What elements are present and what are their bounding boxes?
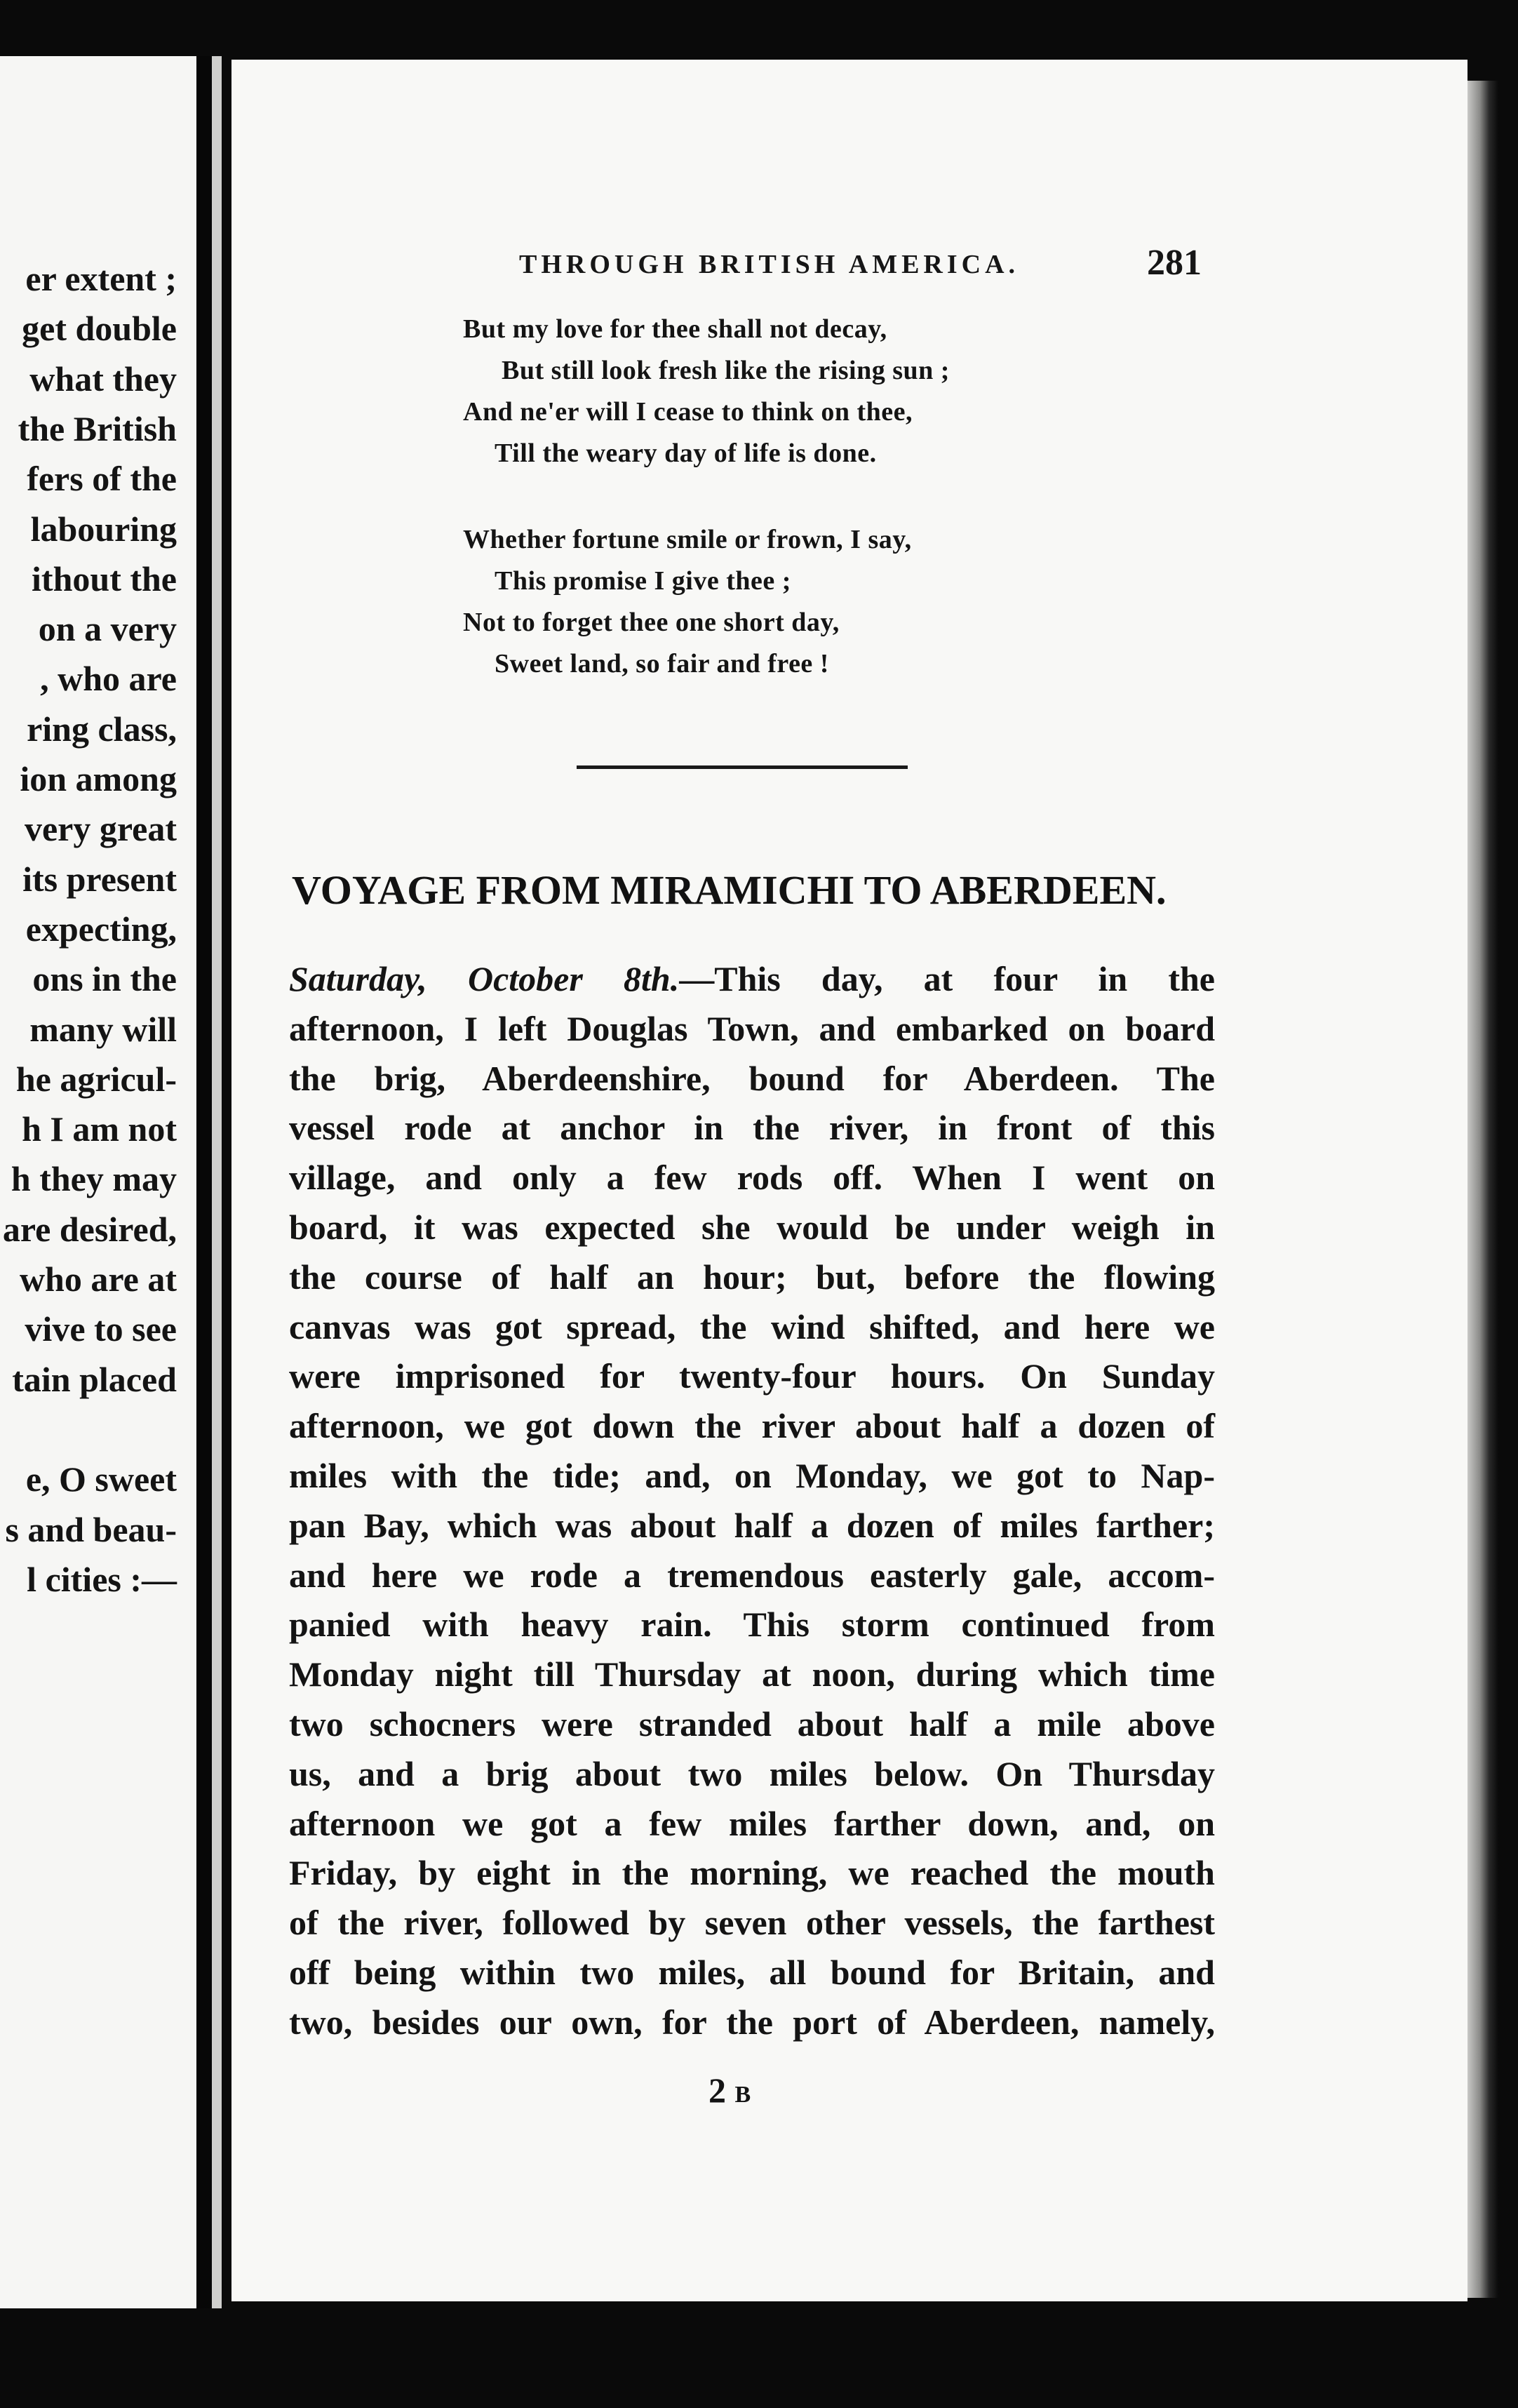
left-page-line: he agricul- — [15, 1059, 177, 1099]
signature-mark — [708, 2070, 751, 2111]
left-page-line: ithout the — [32, 558, 177, 598]
left-page-line: very great — [24, 809, 177, 849]
body-line: Friday, by eight in the morning, we reached the mouth — [289, 1853, 1215, 1893]
body-line: two schocners were stranded about half a mile above — [289, 1704, 1215, 1744]
left-page-line: its present — [22, 859, 177, 899]
signature-letter: B — [734, 2082, 751, 2108]
body-line: —This day, at four in the — [679, 959, 1215, 998]
left-page-line: er extent ; — [25, 259, 177, 298]
left-page-line: who are at — [19, 1259, 177, 1299]
body-line: afternoon we got a few miles farther down, and, on — [289, 1803, 1215, 1843]
left-page-line: h they may — [11, 1159, 177, 1199]
body-line: the brig, Aberdeenshire, bound for Aberdeen. The — [289, 1058, 1215, 1098]
left-page-line: labouring — [30, 509, 177, 549]
body-line: of the river, followed by seven other vessels, the farthest — [289, 1903, 1215, 1943]
left-page-edge — [212, 56, 222, 2308]
body-line: and here we rode a tremendous easterly gale, accom- — [289, 1555, 1215, 1595]
book-page — [231, 60, 1467, 2301]
page-block-edge — [1467, 81, 1498, 2298]
body-line: miles with the tide; and, on Monday, we got to Nap- — [289, 1455, 1215, 1495]
body-line: board, it was expected she would be under weigh in — [289, 1207, 1215, 1247]
body-line: Monday night till Thursday at noon, during which time — [289, 1654, 1215, 1694]
verse-line: But still look fresh like the rising sun ; — [502, 356, 950, 385]
body-line: village, and only a few rods off. When I went on — [289, 1158, 1215, 1198]
left-page-line: e, O sweet — [25, 1459, 177, 1499]
body-line-first — [289, 954, 1215, 1004]
verse-line: And ne'er will I cease to think on thee, — [463, 397, 913, 427]
left-page-line: vive to see — [25, 1309, 177, 1349]
body-line: two, besides our own, for the port of Aberdeen, namely, — [289, 2002, 1215, 2042]
body-paragraph — [289, 954, 1215, 2047]
body-line: were imprisoned for twenty-four hours. On Sunday — [289, 1356, 1215, 1396]
left-page-line: , who are — [40, 659, 177, 699]
left-page-line: h I am not — [22, 1109, 177, 1149]
verse-line: But my love for thee shall not decay, — [463, 314, 887, 344]
running-head: THROUGH BRITISH AMERICA. — [519, 250, 1020, 279]
body-line: afternoon, I left Douglas Town, and embarked on board — [289, 1008, 1215, 1048]
page-number: 281 — [1147, 243, 1202, 283]
body-line: pan Bay, which was about half a dozen of miles farther; — [289, 1505, 1215, 1545]
left-page-line: expecting, — [25, 909, 177, 949]
section-divider-rule — [577, 765, 908, 769]
left-page-line: tain placed — [12, 1359, 177, 1399]
left-page-line: are desired, — [2, 1209, 177, 1249]
section-heading: VOYAGE FROM MIRAMICHI TO ABERDEEN. — [292, 867, 1167, 913]
left-page-line: the British — [18, 408, 177, 448]
book-gutter — [222, 56, 231, 2308]
left-page-line: ion among — [20, 759, 177, 798]
verse-line: Not to forget thee one short day, — [463, 608, 840, 637]
left-page-line: s and beau- — [5, 1509, 177, 1549]
signature-number: 2 — [708, 2071, 726, 2110]
left-page-line: ons in the — [32, 959, 177, 999]
body-line: us, and a brig about two miles below. On Thursday — [289, 1753, 1215, 1793]
page-separator — [196, 56, 212, 2308]
left-facing-page — [0, 56, 196, 2308]
left-page-line: fers of the — [27, 459, 177, 499]
body-line: canvas was got spread, the wind shifted, and here we — [289, 1306, 1215, 1346]
body-line: the course of half an hour; but, before the flowing — [289, 1257, 1215, 1297]
verse-line: Whether fortune smile or frown, I say, — [463, 525, 912, 554]
left-page-line: l cities :— — [27, 1559, 177, 1599]
left-page-line: many will — [29, 1009, 177, 1049]
body-line: panied with heavy rain. This storm continued from — [289, 1605, 1215, 1645]
left-page-line: on a very — [38, 609, 177, 649]
left-page-line: get double — [22, 309, 177, 349]
left-page-line: what they — [29, 359, 177, 399]
verse-line: This promise I give thee ; — [495, 566, 791, 596]
date-heading: Saturday, October 8th. — [289, 959, 680, 998]
left-page-line: ring class, — [27, 709, 177, 749]
verse-line: Sweet land, so fair and free ! — [495, 649, 829, 678]
verse-line: Till the weary day of life is done. — [495, 439, 877, 468]
body-line: vessel rode at anchor in the river, in front of this — [289, 1108, 1215, 1148]
body-line: afternoon, we got down the river about half a dozen of — [289, 1406, 1215, 1446]
body-line: off being within two miles, all bound for Britain, and — [289, 1952, 1215, 1992]
